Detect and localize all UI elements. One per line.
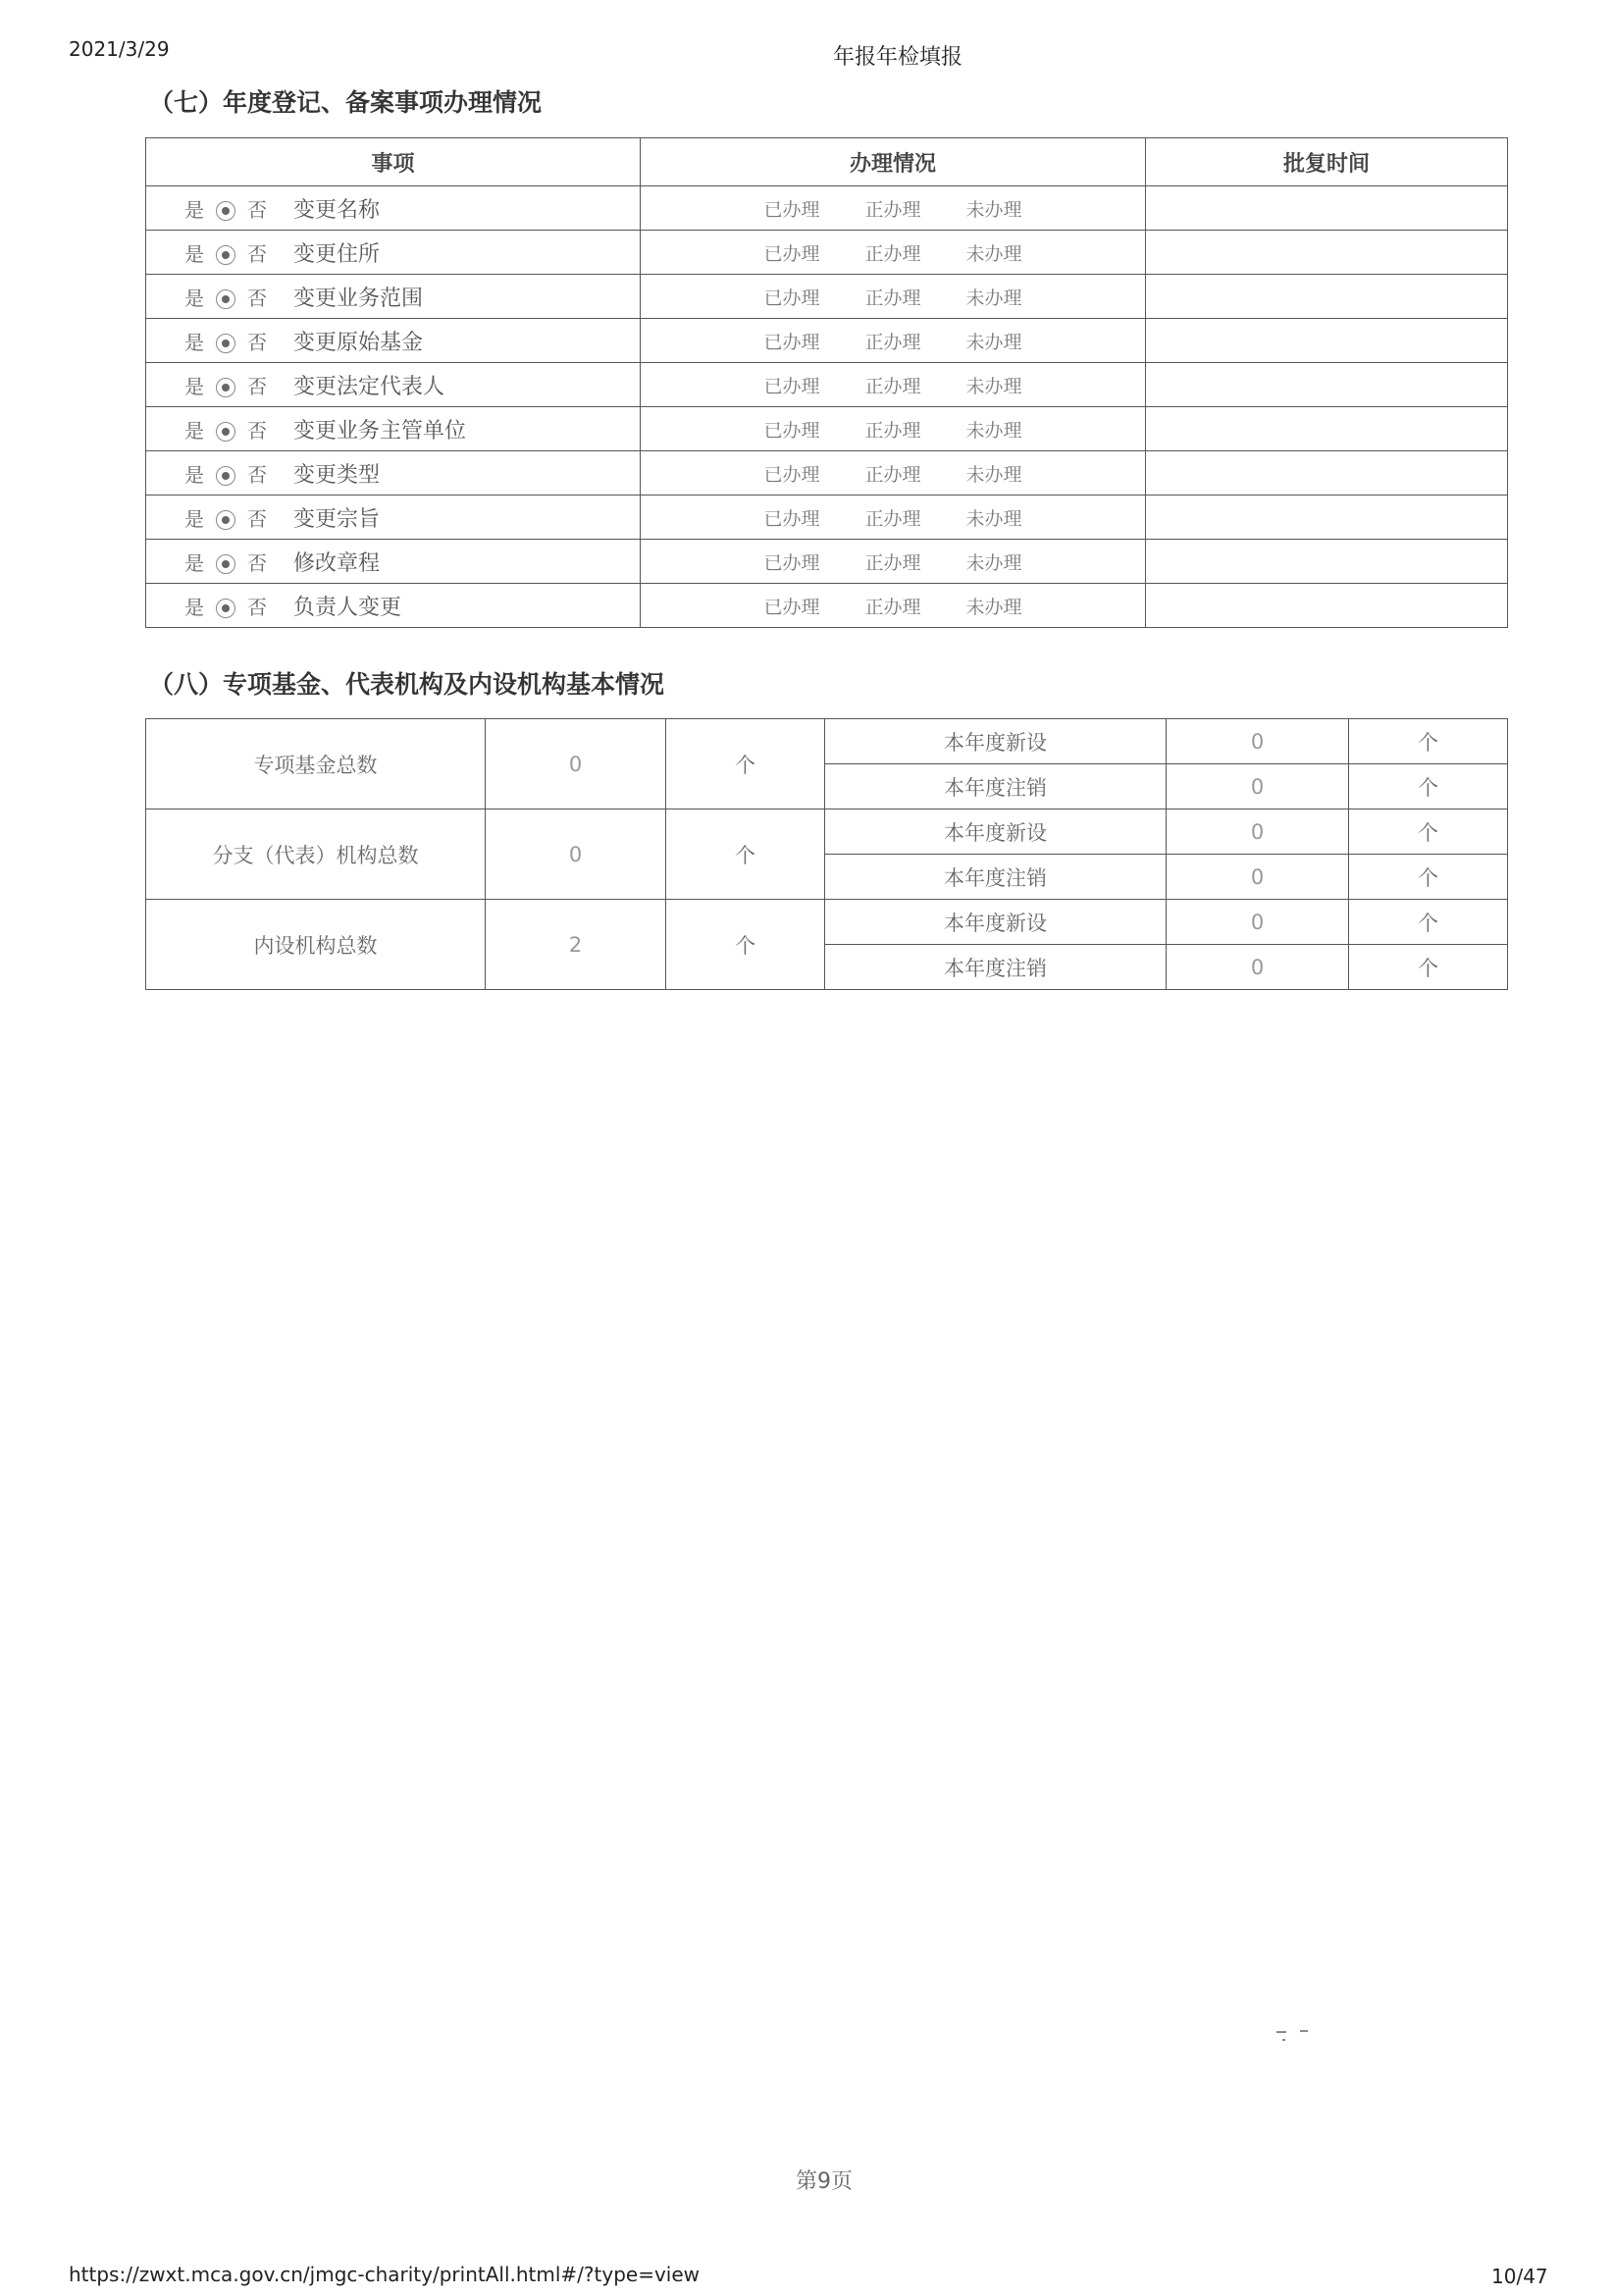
status-option[interactable]: 正办理 — [864, 287, 921, 309]
page-url: https://zwxt.mca.gov.cn/jmgc-charity/printAll.html#/?type=view — [69, 2263, 701, 2286]
registration-row — [146, 275, 1508, 319]
registration-status-cell — [641, 363, 1146, 407]
registration-item-cell — [146, 231, 641, 275]
no-radio-selected-icon[interactable] — [216, 510, 235, 530]
page-title: 年报年检填报 — [832, 45, 962, 70]
registration-item-name: 变更业务主管单位 — [293, 418, 467, 444]
institution-total-value: 0 — [486, 719, 666, 809]
status-option[interactable]: 未办理 — [965, 596, 1022, 618]
status-option[interactable]: 未办理 — [965, 198, 1022, 221]
status-option[interactable]: 正办理 — [864, 331, 921, 353]
no-option-label[interactable]: 否 — [247, 330, 267, 354]
registration-item-name: 变更法定代表人 — [293, 374, 445, 399]
status-option[interactable]: 已办理 — [763, 463, 820, 486]
registration-status-cell — [641, 231, 1146, 275]
status-option[interactable]: 已办理 — [763, 419, 820, 442]
registration-row — [146, 540, 1508, 584]
new-this-year-label: 本年度新设 — [825, 719, 1167, 764]
registration-item-name: 变更住所 — [293, 241, 381, 267]
registration-table-header — [146, 138, 1508, 186]
registration-item-name: 变更名称 — [293, 197, 381, 223]
registration-row — [146, 363, 1508, 407]
status-option[interactable]: 正办理 — [864, 463, 921, 486]
no-option-label[interactable]: 否 — [247, 506, 267, 531]
page-number-label: 第9页 — [796, 2169, 853, 2194]
status-option[interactable]: 正办理 — [864, 507, 921, 530]
unit-label: 个 — [1349, 855, 1508, 900]
status-option[interactable]: 正办理 — [864, 375, 921, 397]
unit-label: 个 — [666, 719, 825, 809]
yes-option-label[interactable]: 是 — [184, 418, 204, 443]
yes-option-label[interactable]: 是 — [184, 550, 204, 575]
institution-name: 分支（代表）机构总数 — [146, 809, 486, 900]
institution-name: 专项基金总数 — [146, 719, 486, 809]
col-header-status: 办理情况 — [641, 138, 1146, 186]
col-header-item: 事项 — [146, 138, 641, 186]
cancelled-this-year-value: 0 — [1167, 764, 1349, 809]
cancelled-this-year-value: 0 — [1167, 855, 1349, 900]
status-option[interactable]: 已办理 — [763, 551, 820, 574]
new-this-year-value: 0 — [1167, 719, 1349, 764]
page-count: 10/47 — [1491, 2265, 1548, 2288]
registration-item-name: 变更业务范围 — [293, 286, 424, 311]
new-this-year-value: 0 — [1167, 809, 1349, 855]
no-option-label[interactable]: 否 — [247, 462, 267, 487]
institution-row — [146, 809, 1508, 855]
status-option[interactable]: 已办理 — [763, 596, 820, 618]
yes-option-label[interactable]: 是 — [184, 595, 204, 619]
status-option[interactable]: 未办理 — [965, 242, 1022, 265]
yes-option-label[interactable]: 是 — [184, 286, 204, 310]
institutions-table — [145, 718, 1508, 990]
section7-title: （七）年度登记、备案事项办理情况 — [149, 88, 543, 117]
institution-total-value: 0 — [486, 809, 666, 900]
registration-item-name: 变更宗旨 — [293, 506, 381, 532]
approval-time-cell — [1146, 186, 1508, 231]
status-option[interactable]: 正办理 — [864, 551, 921, 574]
no-option-label[interactable]: 否 — [247, 550, 267, 575]
registration-item-name: 修改章程 — [293, 550, 381, 576]
approval-time-cell — [1146, 496, 1508, 540]
approval-time-cell — [1146, 231, 1508, 275]
institution-name: 内设机构总数 — [146, 900, 486, 990]
registration-status-cell — [641, 540, 1146, 584]
no-radio-selected-icon[interactable] — [216, 334, 235, 353]
no-radio-selected-icon[interactable] — [216, 378, 235, 397]
yes-option-label[interactable]: 是 — [184, 197, 204, 222]
new-this-year-label: 本年度新设 — [825, 809, 1167, 855]
unit-label: 个 — [1349, 764, 1508, 809]
yes-option-label[interactable]: 是 — [184, 330, 204, 354]
cancelled-this-year-label: 本年度注销 — [825, 764, 1167, 809]
registration-item-cell — [146, 319, 641, 363]
registration-item-cell — [146, 186, 641, 231]
scan-speck — [1282, 2039, 1285, 2041]
registration-row — [146, 319, 1508, 363]
registration-item-name: 变更类型 — [293, 462, 381, 488]
no-radio-selected-icon[interactable] — [216, 422, 235, 442]
registration-status-cell — [641, 584, 1146, 628]
unit-label: 个 — [1349, 945, 1508, 990]
registration-status-cell — [641, 186, 1146, 231]
registration-row — [146, 231, 1508, 275]
no-radio-selected-icon[interactable] — [216, 201, 235, 221]
registration-row — [146, 186, 1508, 231]
status-option[interactable]: 未办理 — [965, 419, 1022, 442]
no-radio-selected-icon[interactable] — [216, 289, 235, 309]
registration-item-cell — [146, 407, 641, 451]
approval-time-cell — [1146, 451, 1508, 496]
scan-speck — [1276, 2031, 1286, 2033]
status-option[interactable]: 未办理 — [965, 551, 1022, 574]
unit-label: 个 — [1349, 900, 1508, 945]
new-this-year-label: 本年度新设 — [825, 900, 1167, 945]
registration-item-cell — [146, 540, 641, 584]
approval-time-cell — [1146, 363, 1508, 407]
registration-item-cell — [146, 584, 641, 628]
approval-time-cell — [1146, 584, 1508, 628]
no-radio-selected-icon[interactable] — [216, 466, 235, 486]
section8-title: （八）专项基金、代表机构及内设机构基本情况 — [149, 670, 665, 699]
approval-time-cell — [1146, 407, 1508, 451]
registration-item-cell — [146, 496, 641, 540]
new-this-year-value: 0 — [1167, 900, 1349, 945]
registration-item-name: 变更原始基金 — [293, 330, 424, 355]
cancelled-this-year-label: 本年度注销 — [825, 945, 1167, 990]
registration-item-name: 负责人变更 — [293, 595, 402, 620]
registration-status-cell — [641, 451, 1146, 496]
no-radio-selected-icon[interactable] — [216, 245, 235, 265]
no-option-label[interactable]: 否 — [247, 595, 267, 619]
approval-time-cell — [1146, 540, 1508, 584]
status-option[interactable]: 未办理 — [965, 507, 1022, 530]
registration-row — [146, 407, 1508, 451]
no-radio-selected-icon[interactable] — [216, 554, 235, 574]
status-option[interactable]: 已办理 — [763, 331, 820, 353]
institution-row — [146, 900, 1508, 945]
unit-label: 个 — [1349, 809, 1508, 855]
registration-row — [146, 496, 1508, 540]
unit-label: 个 — [1349, 719, 1508, 764]
status-option[interactable]: 已办理 — [763, 287, 820, 309]
status-option[interactable]: 已办理 — [763, 198, 820, 221]
status-option[interactable]: 未办理 — [965, 463, 1022, 486]
registration-status-cell — [641, 407, 1146, 451]
status-option[interactable]: 正办理 — [864, 198, 921, 221]
yes-option-label[interactable]: 是 — [184, 462, 204, 487]
status-option[interactable]: 正办理 — [864, 419, 921, 442]
status-option[interactable]: 未办理 — [965, 331, 1022, 353]
registration-item-cell — [146, 451, 641, 496]
status-option[interactable]: 已办理 — [763, 242, 820, 265]
no-option-label[interactable]: 否 — [247, 374, 267, 398]
yes-option-label[interactable]: 是 — [184, 506, 204, 531]
unit-label: 个 — [666, 809, 825, 900]
no-radio-selected-icon[interactable] — [216, 599, 235, 618]
cancelled-this-year-value: 0 — [1167, 945, 1349, 990]
approval-time-cell — [1146, 319, 1508, 363]
registration-status-cell — [641, 496, 1146, 540]
registration-status-cell — [641, 275, 1146, 319]
col-header-approval-time: 批复时间 — [1146, 138, 1508, 186]
no-option-label[interactable]: 否 — [247, 286, 267, 310]
status-option[interactable]: 已办理 — [763, 507, 820, 530]
scan-speck — [1300, 2030, 1308, 2032]
registration-row — [146, 451, 1508, 496]
no-option-label[interactable]: 否 — [247, 241, 267, 266]
unit-label: 个 — [666, 900, 825, 990]
no-option-label[interactable]: 否 — [247, 197, 267, 222]
registration-status-cell — [641, 319, 1146, 363]
registration-table — [145, 137, 1508, 628]
yes-option-label[interactable]: 是 — [184, 241, 204, 266]
registration-item-cell — [146, 363, 641, 407]
status-option[interactable]: 正办理 — [864, 596, 921, 618]
approval-time-cell — [1146, 275, 1508, 319]
institution-total-value: 2 — [486, 900, 666, 990]
print-date: 2021/3/29 — [69, 37, 170, 61]
status-option[interactable]: 未办理 — [965, 287, 1022, 309]
status-option[interactable]: 未办理 — [965, 375, 1022, 397]
institution-row — [146, 719, 1508, 764]
registration-item-cell — [146, 275, 641, 319]
status-option[interactable]: 正办理 — [864, 242, 921, 265]
registration-row — [146, 584, 1508, 628]
no-option-label[interactable]: 否 — [247, 418, 267, 443]
status-option[interactable]: 已办理 — [763, 375, 820, 397]
yes-option-label[interactable]: 是 — [184, 374, 204, 398]
cancelled-this-year-label: 本年度注销 — [825, 855, 1167, 900]
